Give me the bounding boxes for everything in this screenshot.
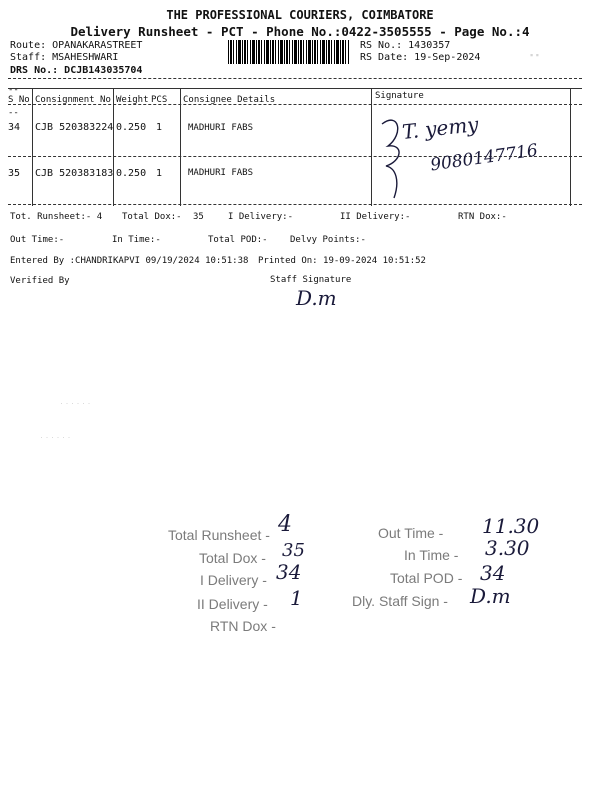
row-sno: 34 [8, 122, 21, 133]
rtn-dox-label: RTN Dox:- [458, 212, 507, 222]
row-pcs: 1 [156, 122, 163, 133]
stamp-value-staff-sign: D.m [470, 584, 511, 608]
barcode [228, 40, 350, 64]
delvy-points-label: Delvy Points:- [290, 235, 366, 245]
stamp-in-time: In Time - [404, 547, 459, 563]
stamp-rtn-dox: RTN Dox - [210, 618, 276, 634]
tot-runsheet: Tot. Runsheet:- 4 [10, 212, 103, 222]
column-divider [371, 88, 372, 206]
col-header-sno: S No [8, 95, 30, 105]
divider [8, 78, 582, 79]
ghost-mark: · · · · · · [40, 432, 71, 442]
stamp-value-out-time: 11.30 [482, 514, 540, 538]
column-divider [180, 88, 181, 206]
stamp-total-dox: Total Dox - [199, 550, 266, 566]
row-pcs: 1 [156, 168, 163, 179]
staff-signature-label: Staff Signature [270, 275, 352, 285]
company-title: THE PROFESSIONAL COURIERS, COIMBATORE [166, 8, 434, 22]
stamp-value-i-delivery: 34 [276, 560, 302, 584]
signature-phone: 9080147716 [429, 140, 540, 176]
stamp-value-total-dox: 35 [282, 540, 305, 561]
stamp-value-total-pod: 34 [480, 561, 506, 585]
col-header-pcs: PCS [151, 95, 168, 105]
row-sno: 35 [8, 168, 21, 179]
verified-by: Verified By [10, 276, 70, 286]
in-time-label: In Time:- [112, 235, 161, 245]
col-header-consignee: Consignee Details [183, 95, 276, 105]
row-consignment: CJB 520383183 [35, 168, 114, 179]
row-consignee: MADHURI FABS [188, 168, 254, 178]
sno-prefix: -- [8, 108, 19, 118]
out-time-label: Out Time:- [10, 235, 65, 245]
total-dox-label: Total Dox:- [122, 212, 182, 222]
staff-initials: D.m [296, 286, 337, 310]
entered-by: Entered By :CHANDRIKAPVI 09/19/2024 10:51:38 [10, 256, 249, 266]
ghost-mark: · · · · · · [60, 398, 91, 408]
drs-number: DRS No.: DCJB143035704 [10, 65, 143, 76]
total-pod-label: Total POD:- [208, 235, 268, 245]
sno-prefix: -- [8, 85, 19, 95]
divider [8, 88, 582, 89]
stamp-ii-delivery: II Delivery - [197, 596, 268, 612]
staff-label: Staff: MSAHESHWARI [10, 52, 119, 63]
stamp-value-total-runsheet: 4 [278, 512, 292, 537]
signature-name: T. yemy [400, 112, 480, 144]
col-header-consignment: Consignment No [35, 95, 111, 105]
row-consignee: MADHURI FABS [188, 123, 254, 133]
row-consignment: CJB 520383224 [35, 122, 114, 133]
i-delivery-label: I Delivery:- [228, 212, 294, 222]
runsheet-subtitle: Delivery Runsheet - PCT - Phone No.:0422-3505555 - Page No.:4 [70, 24, 530, 39]
stamp-value-in-time: 3.30 [485, 536, 530, 560]
route-label: Route: OPANAKARASTREET [10, 40, 143, 51]
col-header-signature: Signature [375, 91, 424, 101]
row-weight: 0.250 [116, 168, 147, 179]
divider [8, 204, 582, 205]
stamp-total-runsheet: Total Runsheet - [168, 527, 270, 543]
printed-on: Printed On: 19-09-2024 10:51:52 [258, 256, 426, 266]
column-divider [113, 88, 114, 206]
total-dox-value: 35 [193, 212, 204, 222]
col-header-weight: Weight [116, 95, 149, 105]
rs-date: RS Date: 19-Sep-2024 [360, 52, 481, 63]
stamp-i-delivery: I Delivery - [200, 572, 267, 588]
stamp-total-pod: Total POD - [390, 570, 463, 586]
stamp-value-ii-delivery: 1 [290, 586, 303, 610]
column-divider [32, 88, 33, 206]
ii-delivery-label: II Delivery:- [340, 212, 411, 222]
row-weight: 0.250 [116, 122, 147, 133]
ghost-mark: ▪ ▪ [530, 50, 539, 60]
stamp-staff-sign: Dly. Staff Sign - [352, 593, 448, 609]
rs-number: RS No.: 1430357 [360, 40, 451, 51]
stamp-out-time: Out Time - [378, 525, 444, 541]
